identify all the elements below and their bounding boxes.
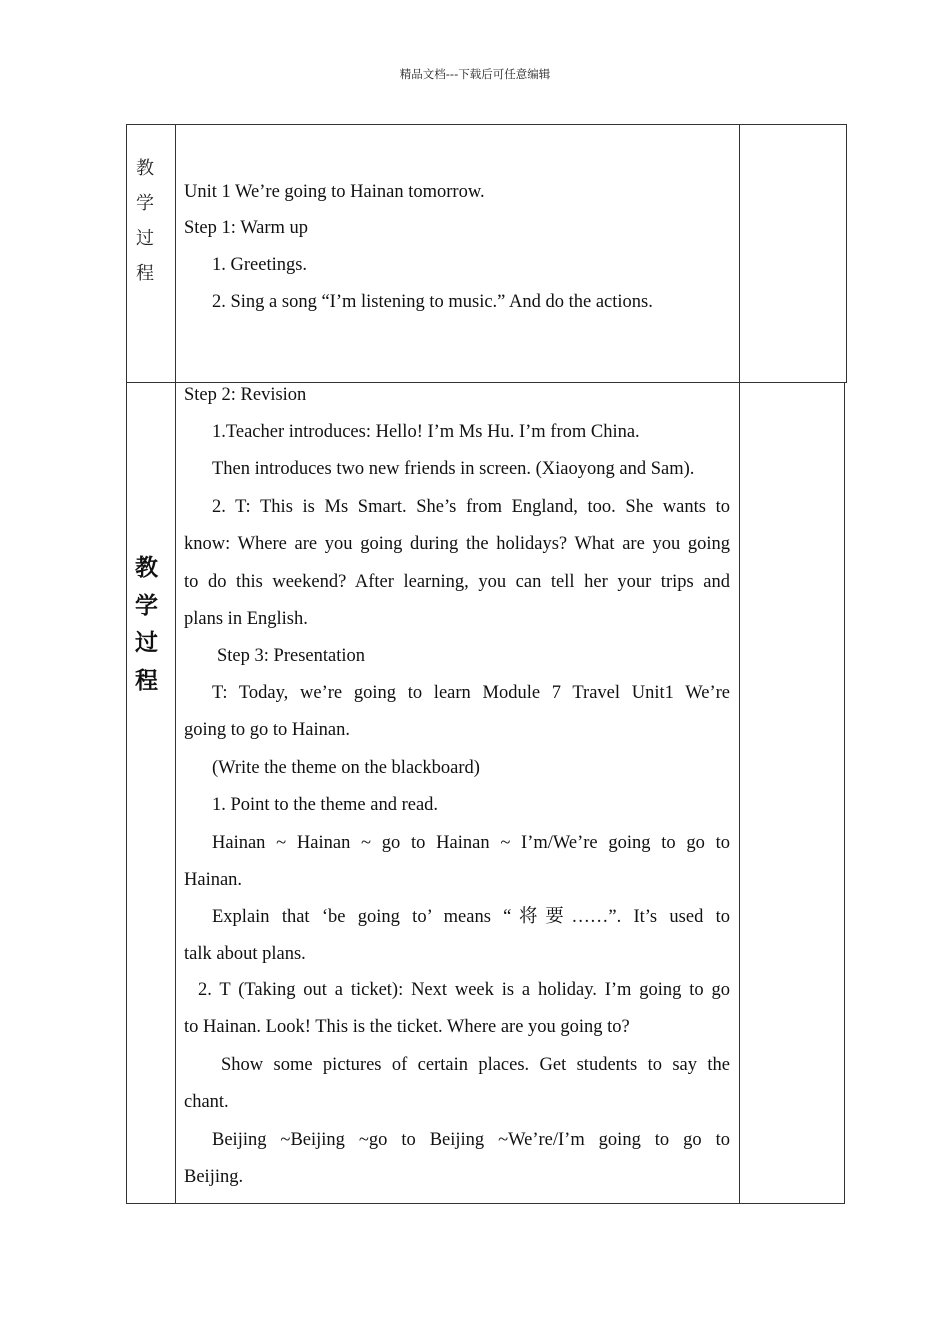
paragraph-line: Beijing ~Beijing ~go to Beijing ~We’re/I’m going to go to [212,1130,730,1150]
row2-notes-cell [739,382,845,1204]
paragraph-line: 2. T: This is Ms Smart. She’s from England, too. She wants to [212,497,730,517]
row2-label-char: 程 [135,667,158,694]
paragraph-line: Show some pictures of certain places. Get students to say the [221,1055,730,1075]
sing-song-line: 2. Sing a song “I’m listening to music.” And do the actions. [212,292,653,312]
teacher-intro-line: 1.Teacher introduces: Hello! I’m Ms Hu. I’m from China. [212,422,640,442]
pictures-paragraph [184,1047,730,1122]
today-paragraph [184,675,730,750]
paragraph-line: Hainan ~ Hainan ~ go to Hainan ~ I’m/We’re going to go to [212,833,730,853]
paragraph-line: going to go to Hainan. [184,720,350,741]
paragraph-line: Hainan. [184,870,243,891]
page-header: 精品文档---下载后可任意编辑 [399,67,551,81]
paragraph-line: T: Today, we’re going to learn Module 7 Travel Unit1 We’re [212,683,730,703]
step2-title: Step 2: Revision [184,385,307,405]
paragraph-line: to do this weekend? After learning, you can tell her your trips and [184,571,730,592]
row2-label-char: 学 [135,592,158,619]
row2-label [135,550,163,700]
row2-label-char: 过 [135,630,158,656]
point-theme-line: 1. Point to the theme and read. [212,795,439,815]
paragraph-line: Beijing. [184,1167,244,1188]
row1-label-char: 过 [136,228,154,249]
paragraph-line: chant. [184,1092,229,1113]
paragraph-line: to Hainan. Look! This is the ticket. Where are you going to? [184,1017,630,1038]
row2-label-cell [126,382,176,1204]
paragraph-line: 2. T (Taking out a ticket): Next week is a holiday. I’m going to go [198,980,730,1000]
paragraph-line: know: Where are you going during the holidays? What are you going [184,534,730,555]
paragraph-line: plans in English. [184,608,308,629]
row1-label [136,151,160,291]
ticket-paragraph [184,972,730,1047]
unit-title: Unit 1 We’re going to Hainan tomorrow. [184,182,485,202]
step3-title: Step 3: Presentation [217,646,365,666]
row1-notes-cell [739,124,847,383]
paragraph-line: talk about plans. [184,944,306,965]
hainan-chant-paragraph [184,825,730,900]
explain-paragraph [184,899,730,974]
paragraph-line: Explain that ‘be going to’ means “将要……”. It’s used to [212,907,730,927]
row2-label-char: 教 [135,555,158,581]
row1-label-char: 学 [136,193,154,214]
ms-smart-paragraph [184,489,730,638]
greetings-line: 1. Greetings. [212,255,308,275]
write-theme-line: (Write the theme on the blackboard) [212,758,480,778]
beijing-chant-paragraph [184,1122,730,1197]
step1-title: Step 1: Warm up [184,218,309,238]
row1-label-char: 教 [136,158,154,179]
row1-label-char: 程 [136,263,154,284]
new-friends-line: Then introduces two new friends in screen. (Xiaoyong and Sam). [212,459,695,479]
